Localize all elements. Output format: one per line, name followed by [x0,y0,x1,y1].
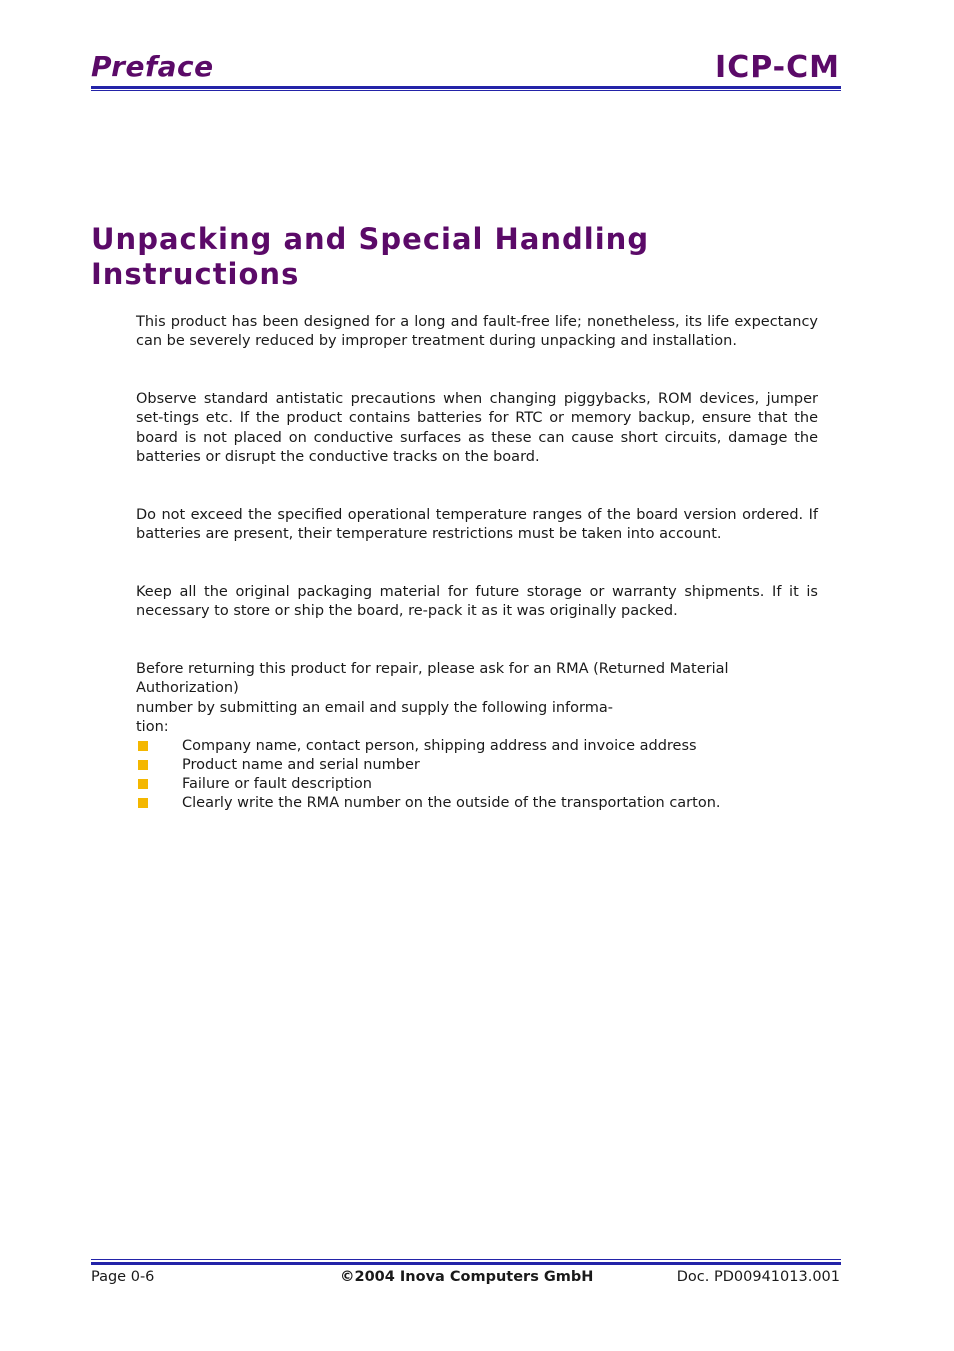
rma-line-1: Before returning this product for repair, please ask for an RMA (Returned Material Authorization) [136,661,729,697]
square-bullet-icon [138,741,148,751]
paragraph-intro: This product has been designed for a long and fault-free life; nonetheless, its life expectancy can be severely reduced by improper treatment during unpacking and installation. [136,314,818,350]
footer-copyright: ©2004 Inova Computers GmbH [340,1269,594,1285]
list-item [136,794,836,813]
list-item [136,737,836,756]
header-rule-thin [91,90,841,91]
list-item [136,756,836,775]
header-product-name: ICP-CM [715,50,840,85]
list-item-text: Clearly write the RMA number on the outside of the transportation carton. [182,795,721,811]
header-section-title: Preface [91,50,214,83]
header-rule-thick [91,86,841,89]
square-bullet-icon [138,760,148,770]
rma-line-2: number by submitting an email and supply the following informa- [136,699,613,716]
list-item-text: Product name and serial number [182,757,420,773]
square-bullet-icon [138,779,148,789]
list-item-text: Company name, contact person, shipping address and invoice address [182,738,697,754]
rma-line-3: tion: [136,719,169,736]
paragraph-rma [136,660,818,738]
square-bullet-icon [138,798,148,808]
footer-page-number: Page 0-6 [91,1269,155,1285]
footer-rule-thin [91,1259,841,1260]
paragraph-antistatic: Observe standard antistatic precautions when changing piggybacks, ROM devices, jumper set-tings etc. If the product contains batteries for RTC or memory backup, ensure that the board is not placed on conductive surfaces as these can cause short circuits, damage the batteries or disrupt the conductive tracks on the board. [136,391,818,466]
page-title: Unpacking and Special Handling Instructions [91,222,650,291]
list-item [136,775,836,794]
paragraph-temperature: Do not exceed the specified operational temperature ranges of the board version ordered. If batteries are present, their temperature restrictions must be taken into account. [136,507,818,543]
footer-doc-number: Doc. PD00941013.001 [676,1269,840,1285]
list-item-text: Failure or fault description [182,776,372,792]
rma-info-list [136,737,836,813]
paragraph-packaging: Keep all the original packaging material for future storage or warranty shipments. If it is necessary to store or ship the board, re-pack it as it was originally packed. [136,584,818,620]
footer-rule-thick [91,1262,841,1265]
